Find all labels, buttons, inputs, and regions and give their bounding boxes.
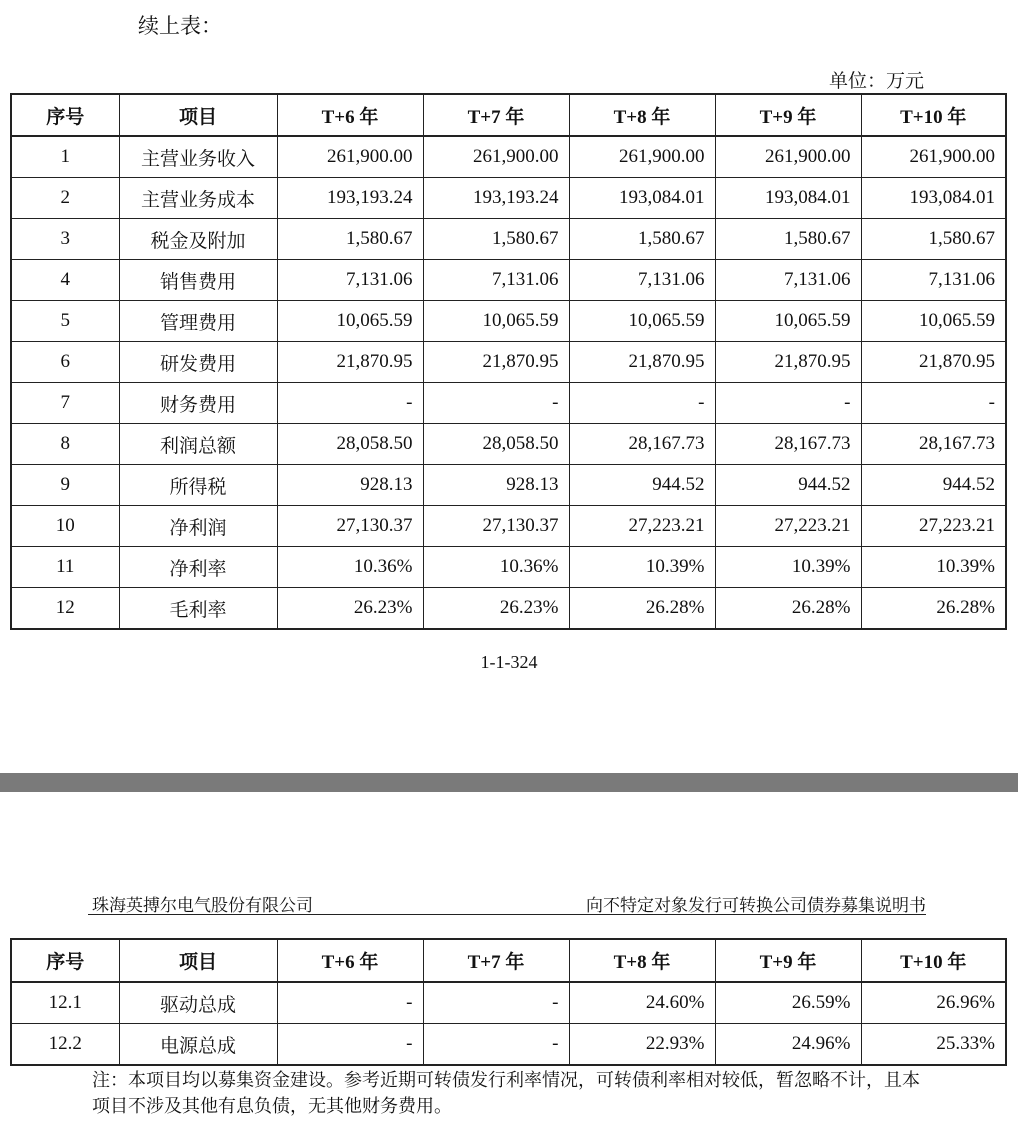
value-cell: 21,870.95 xyxy=(277,342,423,383)
item-name-cell: 利润总额 xyxy=(119,424,277,465)
item-name-cell: 研发费用 xyxy=(119,342,277,383)
value-cell: 193,193.24 xyxy=(423,178,569,219)
value-cell: 1,580.67 xyxy=(569,219,715,260)
header-company: 珠海英搏尔电气股份有限公司 xyxy=(92,896,313,916)
value-cell: 21,870.95 xyxy=(423,342,569,383)
value-cell: 27,223.21 xyxy=(569,506,715,547)
table-row xyxy=(11,1024,1006,1066)
value-cell: 10.39% xyxy=(861,547,1006,588)
value-cell: 10.36% xyxy=(423,547,569,588)
table-row xyxy=(11,424,1006,465)
column-header: 项目 xyxy=(119,939,277,982)
table-row xyxy=(11,219,1006,260)
column-header: T+7 年 xyxy=(423,939,569,982)
row-index-cell: 12.2 xyxy=(11,1024,119,1066)
gross-margin-breakdown-table xyxy=(10,938,1007,1066)
item-name-cell: 净利率 xyxy=(119,547,277,588)
table-body xyxy=(11,136,1006,629)
value-cell: 7,131.06 xyxy=(861,260,1006,301)
value-cell: - xyxy=(277,982,423,1024)
item-name-cell: 驱动总成 xyxy=(119,982,277,1024)
value-cell: 1,580.67 xyxy=(423,219,569,260)
column-header: 序号 xyxy=(11,94,119,136)
value-cell: 26.28% xyxy=(861,588,1006,630)
value-cell: 26.96% xyxy=(861,982,1006,1024)
value-cell: 10,065.59 xyxy=(715,301,861,342)
value-cell: 193,084.01 xyxy=(715,178,861,219)
column-header: T+8 年 xyxy=(569,939,715,982)
table-row xyxy=(11,383,1006,424)
value-cell: - xyxy=(423,982,569,1024)
value-cell: 193,193.24 xyxy=(277,178,423,219)
value-cell: 24.60% xyxy=(569,982,715,1024)
value-cell: 944.52 xyxy=(569,465,715,506)
item-name-cell: 主营业务收入 xyxy=(119,136,277,178)
value-cell: 27,223.21 xyxy=(861,506,1006,547)
row-index-cell: 9 xyxy=(11,465,119,506)
column-header: T+10 年 xyxy=(861,939,1006,982)
item-name-cell: 所得税 xyxy=(119,465,277,506)
column-header: 项目 xyxy=(119,94,277,136)
item-name-cell: 管理费用 xyxy=(119,301,277,342)
financial-forecast-table xyxy=(10,93,1007,630)
value-cell: 7,131.06 xyxy=(423,260,569,301)
value-cell: 26.59% xyxy=(715,982,861,1024)
value-cell: 1,580.67 xyxy=(277,219,423,260)
row-index-cell: 1 xyxy=(11,136,119,178)
column-header: T+10 年 xyxy=(861,94,1006,136)
value-cell: 193,084.01 xyxy=(569,178,715,219)
value-cell: - xyxy=(569,383,715,424)
item-name-cell: 净利润 xyxy=(119,506,277,547)
value-cell: 261,900.00 xyxy=(423,136,569,178)
table-row xyxy=(11,301,1006,342)
row-index-cell: 8 xyxy=(11,424,119,465)
column-header: T+9 年 xyxy=(715,939,861,982)
value-cell: 27,223.21 xyxy=(715,506,861,547)
row-index-cell: 12.1 xyxy=(11,982,119,1024)
table-note: 注：本项目均以募集资金建设。参考近期可转债发行利率情况，可转债利率相对较低，暂忽略不计，且本项目不涉及其他有息负债，无其他财务费用。 xyxy=(92,1070,920,1117)
table-row xyxy=(11,465,1006,506)
table-header-row xyxy=(11,94,1006,136)
value-cell: 10.39% xyxy=(715,547,861,588)
table-row xyxy=(11,136,1006,178)
value-cell: 21,870.95 xyxy=(569,342,715,383)
value-cell: 193,084.01 xyxy=(861,178,1006,219)
value-cell: 24.96% xyxy=(715,1024,861,1066)
value-cell: 26.23% xyxy=(423,588,569,630)
column-header: T+7 年 xyxy=(423,94,569,136)
value-cell: 26.28% xyxy=(715,588,861,630)
value-cell: - xyxy=(423,1024,569,1066)
row-index-cell: 3 xyxy=(11,219,119,260)
value-cell: 928.13 xyxy=(277,465,423,506)
row-index-cell: 6 xyxy=(11,342,119,383)
value-cell: 10,065.59 xyxy=(569,301,715,342)
value-cell: 928.13 xyxy=(423,465,569,506)
value-cell: 7,131.06 xyxy=(715,260,861,301)
item-name-cell: 税金及附加 xyxy=(119,219,277,260)
value-cell: 27,130.37 xyxy=(277,506,423,547)
column-header: T+8 年 xyxy=(569,94,715,136)
table-row xyxy=(11,547,1006,588)
header-document-title: 向不特定对象发行可转换公司债券募集说明书 xyxy=(586,896,926,916)
value-cell: 21,870.95 xyxy=(715,342,861,383)
row-index-cell: 2 xyxy=(11,178,119,219)
row-index-cell: 10 xyxy=(11,506,119,547)
value-cell: 10.39% xyxy=(569,547,715,588)
page-number: 1-1-324 xyxy=(480,652,538,672)
value-cell: 28,167.73 xyxy=(715,424,861,465)
table-row xyxy=(11,342,1006,383)
table-body xyxy=(11,982,1006,1065)
column-header: T+9 年 xyxy=(715,94,861,136)
value-cell: 7,131.06 xyxy=(569,260,715,301)
table-header-row xyxy=(11,939,1006,982)
row-index-cell: 12 xyxy=(11,588,119,630)
value-cell: 28,058.50 xyxy=(423,424,569,465)
column-header: T+6 年 xyxy=(277,94,423,136)
value-cell: 28,167.73 xyxy=(569,424,715,465)
value-cell: 22.93% xyxy=(569,1024,715,1066)
table-row xyxy=(11,588,1006,630)
value-cell: 26.28% xyxy=(569,588,715,630)
row-index-cell: 4 xyxy=(11,260,119,301)
row-index-cell: 7 xyxy=(11,383,119,424)
value-cell: 1,580.67 xyxy=(715,219,861,260)
continuation-title: 续上表： xyxy=(138,14,222,38)
table-row xyxy=(11,178,1006,219)
value-cell: 944.52 xyxy=(715,465,861,506)
table-row xyxy=(11,506,1006,547)
item-name-cell: 财务费用 xyxy=(119,383,277,424)
item-name-cell: 销售费用 xyxy=(119,260,277,301)
value-cell: 28,167.73 xyxy=(861,424,1006,465)
page-divider xyxy=(0,773,1018,792)
value-cell: 261,900.00 xyxy=(715,136,861,178)
value-cell: - xyxy=(277,1024,423,1066)
value-cell: 944.52 xyxy=(861,465,1006,506)
row-index-cell: 5 xyxy=(11,301,119,342)
table-row xyxy=(11,260,1006,301)
column-header: 序号 xyxy=(11,939,119,982)
row-index-cell: 11 xyxy=(11,547,119,588)
value-cell: 10,065.59 xyxy=(277,301,423,342)
header-rule xyxy=(88,914,926,915)
value-cell: 21,870.95 xyxy=(861,342,1006,383)
item-name-cell: 电源总成 xyxy=(119,1024,277,1066)
value-cell: 10.36% xyxy=(277,547,423,588)
value-cell: 28,058.50 xyxy=(277,424,423,465)
value-cell: - xyxy=(715,383,861,424)
value-cell: 1,580.67 xyxy=(861,219,1006,260)
value-cell: 10,065.59 xyxy=(423,301,569,342)
table-row xyxy=(11,982,1006,1024)
unit-label: 单位：万元 xyxy=(828,70,924,92)
value-cell: 261,900.00 xyxy=(277,136,423,178)
value-cell: 27,130.37 xyxy=(423,506,569,547)
value-cell: 261,900.00 xyxy=(569,136,715,178)
column-header: T+6 年 xyxy=(277,939,423,982)
value-cell: 25.33% xyxy=(861,1024,1006,1066)
value-cell: - xyxy=(277,383,423,424)
item-name-cell: 毛利率 xyxy=(119,588,277,630)
item-name-cell: 主营业务成本 xyxy=(119,178,277,219)
value-cell: - xyxy=(861,383,1006,424)
value-cell: 26.23% xyxy=(277,588,423,630)
value-cell: 10,065.59 xyxy=(861,301,1006,342)
value-cell: 261,900.00 xyxy=(861,136,1006,178)
value-cell: 7,131.06 xyxy=(277,260,423,301)
value-cell: - xyxy=(423,383,569,424)
